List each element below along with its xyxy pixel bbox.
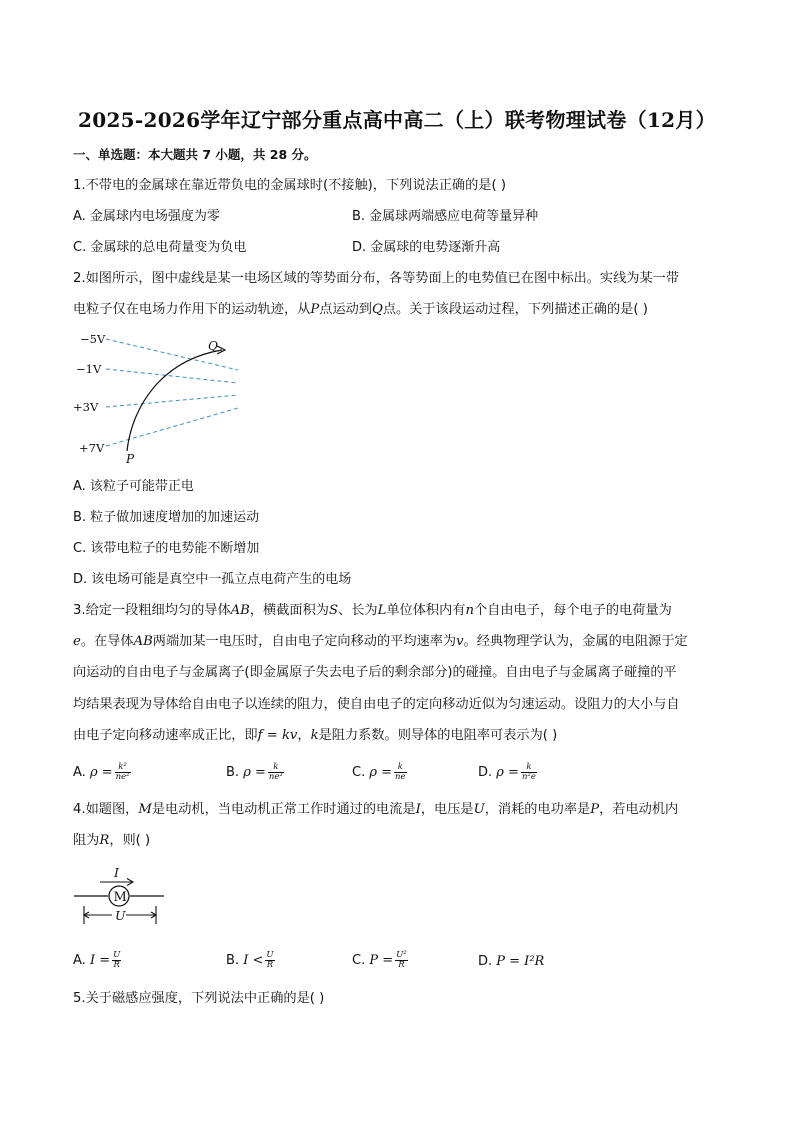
q2-option-b[interactable]: B. 粒子做加速度增加的加速运动 (73, 510, 260, 525)
q4-text: 4.如题图， (73, 802, 139, 817)
q3-option-d[interactable] (478, 763, 537, 782)
fraction-numerator: k (394, 763, 407, 773)
point-p-label: P (126, 452, 135, 466)
q3-symbol-k: k (310, 728, 319, 743)
point-q-label: Q (208, 339, 218, 353)
q3-option-a[interactable] (73, 763, 131, 782)
option-prefix: B. (226, 765, 244, 780)
q1-option-b[interactable]: B. 金属球两端感应电荷等量异种 (352, 209, 539, 224)
fraction-denominator: ne (395, 772, 406, 782)
q2-text: 点运动到 (319, 302, 372, 317)
option-formula: P = I²R (496, 954, 545, 969)
question-3-line4: 均结果表现为导体给自由电子以连续的阻力，使自由电子的定向移动近似为匀速运动。设阻力的大小与自 (73, 697, 680, 712)
potential-label-1: −5V (80, 332, 106, 346)
option-fraction (521, 763, 537, 782)
question-2-stem-line1: 2.如图所示，图中虚线是某一电场区域的等势面分布，各等势面上的电势值已在图中标出。实线为某一带 (73, 271, 680, 286)
q4-symbol-i: I (415, 802, 421, 817)
q3-text: 3.给定一段粗细均匀的导体 (73, 603, 231, 618)
q4-option-b[interactable] (226, 951, 275, 970)
option-lhs: ρ = (243, 765, 266, 780)
question-3-line3: 向运动的自由电子与金属离子(即金属原子失去电子后的剩余部分)的碰撞。自由电子与金属离子碰撞的平 (73, 665, 677, 680)
q4-symbol-r: R (99, 833, 110, 848)
q4-symbol-p: P (590, 802, 600, 817)
q2-point-p: P (310, 302, 320, 317)
fraction-denominator: R (266, 960, 274, 970)
q3-symbol-n: n (465, 603, 474, 618)
q4-text: ，消耗的电功率是 (484, 802, 591, 817)
q3-text: 是阻力系数。则导体的电阻率可表示为( ) (318, 728, 558, 743)
fraction-numerator: k² (115, 763, 131, 773)
q2-option-a[interactable]: A. 该粒子可能带正电 (73, 479, 194, 494)
q2-text: 电粒子仅在电场力作用下的运动轨迹，从 (73, 302, 311, 317)
q1-option-d[interactable]: D. 金属球的电势逐渐升高 (352, 240, 501, 255)
q3-resistance-formula: f = kv (257, 728, 298, 743)
option-fraction (115, 763, 131, 782)
q4-symbol-u: U (473, 802, 485, 817)
q3-symbol-l: L (377, 603, 387, 618)
option-fraction (395, 951, 408, 970)
potential-label-4: +7V (79, 441, 105, 455)
q3-symbol-v: v (456, 634, 464, 649)
fraction-denominator: R (113, 960, 120, 970)
q2-option-c[interactable]: C. 该带电粒子的电势能不断增加 (73, 541, 260, 556)
fraction-numerator: U (113, 950, 121, 960)
q3-text: 。经典物理学认为，金属的电阻源于定 (463, 634, 688, 649)
question-5-stem: 5.关于磁感应强度，下列说法中正确的是( ) (73, 991, 325, 1006)
option-prefix: D. (478, 765, 497, 780)
exam-title: 2025-2026学年辽宁部分重点高中高二（上）联考物理试卷（12月） (78, 108, 716, 132)
q3-option-c[interactable] (352, 763, 407, 782)
q4-text: 是电动机，当电动机正常工作时通过的电流是 (151, 802, 416, 817)
q4-text: ，若电动机内 (599, 802, 679, 817)
option-fraction (265, 951, 274, 970)
q1-option-c[interactable]: C. 金属球的总电荷量变为负电 (73, 240, 247, 255)
fraction-numerator: U² (396, 950, 407, 960)
potential-label-3: +3V (73, 400, 99, 414)
q3-symbol-s: S (329, 603, 339, 618)
option-lhs: I = (89, 953, 111, 968)
current-label: I (114, 865, 119, 880)
q4-option-c[interactable] (352, 951, 408, 970)
equipotential-line-4 (106, 408, 238, 446)
fraction-numerator: k (521, 763, 537, 773)
option-prefix: C. (352, 953, 370, 968)
q3-text: 、长为 (338, 603, 378, 618)
equipotential-line-1 (106, 339, 238, 370)
q3-text: 单位体积内有 (386, 603, 466, 618)
fraction-denominator: n²e (521, 772, 536, 782)
q3-symbol-ab: AB (133, 634, 153, 649)
q2-option-d[interactable]: D. 该电场可能是真空中一孤立点电荷产生的电场 (73, 572, 352, 587)
q2-text: 点。关于该段运动过程，下列描述正确的是( ) (382, 302, 648, 317)
option-prefix: A. (73, 953, 90, 968)
option-prefix: A. (73, 765, 90, 780)
equipotential-line-3 (106, 395, 238, 407)
potential-label-2: −1V (76, 362, 102, 376)
q4-option-d[interactable] (478, 953, 544, 971)
option-lhs: ρ = (369, 765, 393, 780)
q4-text: ，电压是 (420, 802, 474, 817)
question-4-line1 (73, 801, 678, 819)
fraction-denominator: ne² (115, 772, 130, 782)
section-header: 一、单选题：本大题共 7 小题，共 28 分。 (73, 147, 317, 162)
q4-text: ，则( ) (109, 833, 151, 848)
q3-symbol-e: e (73, 634, 81, 649)
q3-text: ，横截面积为 (249, 603, 329, 618)
question-3-line2 (73, 633, 688, 651)
fraction-denominator: ne² (268, 772, 283, 782)
q3-text: 两端加某一电压时，自由电子定向移动的平均速率为 (152, 634, 457, 649)
option-lhs: ρ = (89, 765, 113, 780)
motor-label: M (113, 890, 127, 905)
motor-circuit-figure (70, 860, 170, 928)
q3-text: 。在导体 (80, 634, 134, 649)
q4-symbol-m: M (138, 802, 152, 817)
q3-option-b[interactable] (226, 763, 284, 782)
option-prefix: B. (226, 953, 244, 968)
fraction-numerator: k (268, 763, 284, 773)
option-fraction (112, 951, 121, 970)
option-lhs: ρ = (496, 765, 519, 780)
question-1-stem: 1.不带电的金属球在靠近带负电的金属球时(不接触)，下列说法正确的是( ) (73, 178, 506, 193)
q2-point-q: Q (372, 302, 383, 317)
q3-symbol-ab: AB (230, 603, 250, 618)
option-fraction (394, 763, 407, 782)
option-prefix: C. (352, 765, 370, 780)
fraction-denominator: R (398, 960, 405, 970)
q1-option-a[interactable]: A. 金属球内电场强度为零 (73, 209, 220, 224)
option-lhs: I < (243, 953, 264, 968)
question-3-line1 (73, 602, 672, 620)
q3-text: ， (297, 728, 311, 743)
option-lhs: P = (369, 953, 394, 968)
option-fraction (268, 763, 284, 782)
voltage-label: U (115, 908, 126, 923)
question-4-line2 (73, 832, 150, 850)
q4-text: 阻为 (73, 833, 100, 848)
fraction-numerator: U (266, 950, 274, 960)
equipotential-figure (70, 328, 250, 468)
q3-text: 个自由电子，每个电子的电荷量为 (474, 603, 672, 618)
question-2-stem-line2 (73, 301, 648, 319)
q3-text: 由电子定向移动速率成正比，即 (73, 728, 258, 743)
option-prefix: D. (478, 954, 497, 969)
q4-option-a[interactable] (73, 951, 121, 970)
question-3-line5 (73, 727, 557, 745)
